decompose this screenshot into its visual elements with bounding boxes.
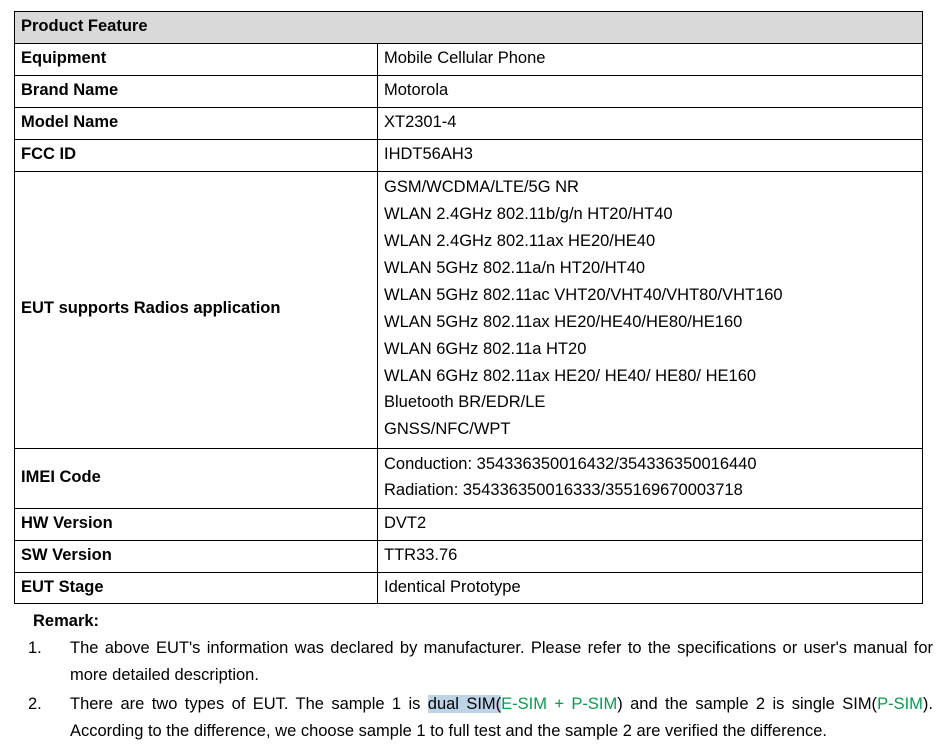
imei-line-conduction: Conduction: 354336350016432/354336350016440: [384, 454, 757, 473]
radio-line: WLAN 2.4GHz 802.11ax HE20/HE40: [384, 231, 656, 250]
radio-line: GSM/WCDMA/LTE/5G NR: [384, 178, 579, 197]
table-row: [15, 139, 923, 171]
remark-text-part-3: ). According to the difference, we choose sample 1 to full test and the sample 2 are verified the difference.: [70, 694, 933, 740]
remark-highlight-dual-sim: dual SIM(: [427, 694, 502, 713]
row-value-eut-stage: Identical Prototype: [378, 572, 923, 604]
row-value-equipment: Mobile Cellular Phone: [378, 43, 923, 75]
row-value-hw-version: DVT2: [378, 508, 923, 540]
row-label-brand-name: Brand Name: [15, 75, 378, 107]
radio-line: WLAN 5GHz 802.11ax HE20/HE40/HE80/HE160: [384, 312, 743, 331]
row-label-model-name: Model Name: [15, 107, 378, 139]
radio-line: WLAN 6GHz 802.11a HT20: [384, 339, 587, 358]
row-label-equipment: Equipment: [15, 43, 378, 75]
row-value-sw-version: TTR33.76: [378, 540, 923, 572]
table-title-row: [15, 12, 923, 44]
row-value-radios: [378, 171, 923, 448]
radio-line: WLAN 5GHz 802.11ac VHT20/VHT40/VHT80/VHT160: [384, 285, 783, 304]
product-feature-table: [14, 11, 923, 604]
table-row: [15, 540, 923, 572]
row-label-eut-stage: EUT Stage: [15, 572, 378, 604]
remark-item-2: [14, 691, 937, 744]
row-label-hw-version: HW Version: [15, 508, 378, 540]
remark-heading: Remark:: [33, 612, 100, 631]
radio-line: WLAN 5GHz 802.11a/n HT20/HT40: [384, 258, 646, 277]
row-value-model-name: XT2301-4: [378, 107, 923, 139]
row-value-fcc-id: IHDT56AH3: [378, 139, 923, 171]
table-row: [15, 107, 923, 139]
table-title: Product Feature: [15, 12, 923, 44]
radio-line: Bluetooth BR/EDR/LE: [384, 393, 546, 412]
radio-line: WLAN 6GHz 802.11ax HE20/ HE40/ HE80/ HE160: [384, 366, 757, 385]
imei-line-radiation: Radiation: 354336350016333/355169670003718: [384, 480, 743, 499]
table-row: [15, 75, 923, 107]
row-value-imei: [378, 448, 923, 508]
row-value-brand-name: Motorola: [378, 75, 923, 107]
table-row-radios: [15, 171, 923, 448]
remark-number: 1.: [28, 639, 42, 658]
radio-line: GNSS/NFC/WPT: [384, 420, 511, 439]
radio-line: WLAN 2.4GHz 802.11b/g/n HT20/HT40: [384, 205, 673, 224]
table-row: [15, 572, 923, 604]
remark-text-part-1: There are two types of EUT. The sample 1 is: [70, 694, 428, 713]
table-row: [15, 508, 923, 540]
remark-number: 2.: [28, 694, 42, 713]
row-label-radios: EUT supports Radios application: [15, 171, 378, 448]
row-label-imei: IMEI Code: [15, 448, 378, 508]
row-label-sw-version: SW Version: [15, 540, 378, 572]
remark-text-part-2: ) and the sample 2 is single SIM(: [617, 694, 878, 713]
table-row-imei: [15, 448, 923, 508]
remark-list: [14, 635, 937, 744]
remark-green-psim: P-SIM: [877, 694, 923, 713]
remark-text-composite: [70, 695, 933, 740]
row-label-fcc-id: FCC ID: [15, 139, 378, 171]
table-row: [15, 43, 923, 75]
remark-green-esim-psim: E-SIM + P-SIM: [501, 694, 618, 713]
remark-item-1: [14, 635, 937, 688]
remark-text: The above EUT's information was declared by manufacturer. Please refer to the specifications or user's manual for more detailed description.: [70, 639, 933, 685]
